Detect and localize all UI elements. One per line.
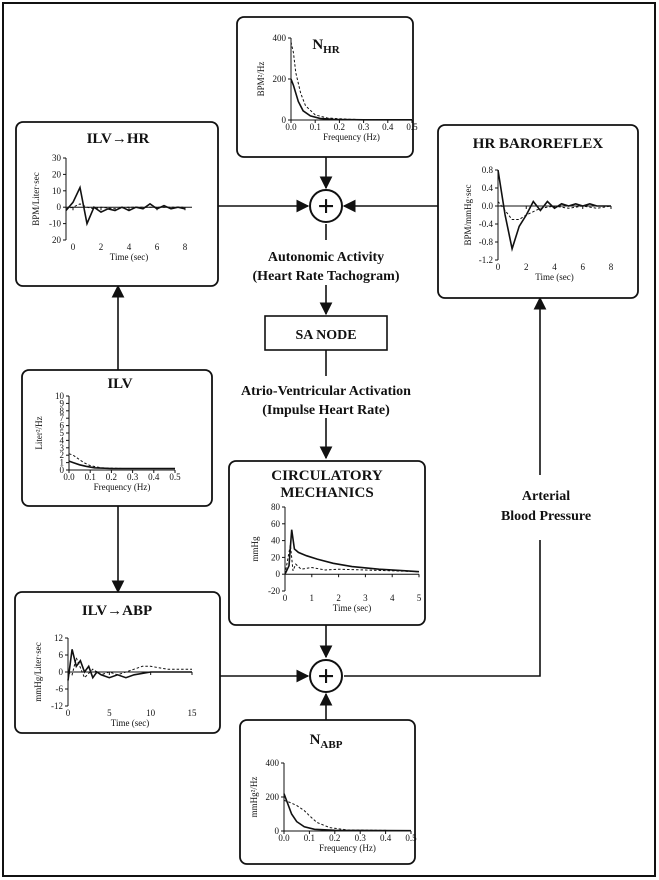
y-tick-label: -6 [55,684,63,694]
x-axis-label: Time (sec) [110,718,150,728]
x-tick-label: 0.4 [382,122,394,132]
x-tick-label: 0 [282,593,288,603]
y-axis-label: mmHg [250,536,260,562]
autonomic-activity-label: Autonomic Activity [267,250,385,265]
x-tick-label: 0 [495,262,501,272]
y-tick-label: -20 [268,586,280,596]
x-tick-label: 2 [336,593,341,603]
y-tick-label: 2 [59,450,64,461]
x-tick-label: 0.3 [354,833,366,843]
y-tick-label: 0 [59,465,64,475]
y-tick-label: 10 [52,185,61,196]
y-tick-label: 30 [52,153,61,163]
y-tick-label: -0.4 [478,219,493,229]
x-tick-label: 3 [363,593,368,603]
x-tick-label: 6 [580,262,585,272]
y-tick-label: -12 [51,701,63,711]
sum-plus-bottom: + [317,660,335,693]
av-activation-label: Atrio-Ventricular Activation [241,384,411,399]
x-tick-label: 0.0 [278,833,290,843]
arterial-label: Arterial [521,489,571,504]
chart-panel-hrbaro [438,125,638,298]
y-tick-label: 40 [271,535,280,546]
y-tick-label: 1 [59,457,64,468]
x-axis-label: Frequency (Hz) [323,132,380,142]
x-tick-label: 2 [524,262,529,272]
chart-title: ILV→ABP [81,603,153,619]
chart-title: ILV [107,376,133,392]
y-tick-label: 9 [59,398,64,409]
x-tick-label: 0.5 [406,122,418,132]
x-tick-label: 0.5 [169,472,181,482]
y-axis-label: Liter²/Hz [34,416,44,450]
y-tick-label: 6 [59,420,64,431]
x-tick-label: 0.0 [63,472,75,482]
x-tick-label: 0.1 [303,833,316,843]
chart-panel-ilv [22,370,212,506]
x-tick-label: 5 [107,708,112,718]
chart-title-line2: MECHANICS [280,485,374,501]
y-tick-label: 7 [59,413,64,424]
x-tick-label: 0 [70,242,76,252]
y-tick-label: 400 [272,33,286,43]
chart-title: HR BAROREFLEX [472,136,604,152]
y-tick-label: 0.0 [481,201,493,211]
x-tick-label: 15 [187,708,197,718]
x-tick-label: 0 [65,708,71,718]
y-tick-label: 80 [271,502,280,512]
chart-title: ILV→HR [86,131,150,147]
y-tick-label: -1.2 [478,255,493,265]
chart-panel-ilvhr [16,122,218,286]
blood-pressure-label: Blood Pressure [500,509,592,524]
sum-plus-top: + [317,190,335,223]
x-tick-label: 0.4 [379,833,392,843]
x-axis-label: Time (sec) [535,272,574,282]
x-tick-label: 6 [154,242,160,252]
x-tick-label: 2 [98,242,104,252]
summing-junction-bottom [310,660,342,693]
y-tick-label: 12 [54,633,63,643]
y-tick-label: -10 [49,218,61,229]
y-tick-label: 20 [271,552,280,563]
y-axis-label: BPM/mmHg·sec [463,184,473,246]
chart-title: $N_{ABP}$ [309,732,343,751]
y-tick-label: 0.8 [481,165,493,175]
x-tick-label: 0.2 [105,472,118,482]
x-tick-label: 4 [389,593,395,603]
y-tick-label: 20 [52,235,61,245]
x-tick-label: 0.0 [285,122,297,132]
y-tick-label: 4 [59,435,64,446]
y-axis-label: mmHg/Liter·sec [33,642,43,702]
y-tick-label: 3 [59,442,64,453]
y-tick-label: 0.4 [481,183,493,193]
y-tick-label: 10 [55,391,64,401]
y-tick-label: 5 [59,428,64,438]
chart-title: $N_{HR}$ [312,37,340,56]
y-tick-label: 8 [59,405,64,416]
y-tick-label: 200 [265,792,279,802]
y-tick-label: 0 [281,115,286,125]
chart-panel-nhr [237,17,418,157]
x-tick-label: 8 [608,262,614,272]
y-tick-label: 400 [265,758,279,768]
sa-node-label: SA NODE [295,328,357,343]
summing-junction-top [310,190,342,223]
x-tick-label: 0.3 [126,472,139,482]
y-tick-label: -0.8 [478,237,493,247]
x-axis-label: Time (sec) [109,252,149,262]
y-tick-label: 0 [58,667,63,677]
y-axis-label: mmHg²/Hz [249,776,259,818]
x-tick-label: 0.1 [84,472,96,482]
x-tick-label: 0.1 [309,122,321,132]
y-axis-label: BPM²/Hz [256,61,266,97]
y-axis-label: BPM/Liter·sec [31,172,41,226]
x-tick-label: 5 [416,593,422,603]
chart-title-subscript: ABP [320,739,343,751]
y-tick-label: 200 [272,74,286,84]
x-tick-label: 0.4 [148,472,160,482]
x-tick-label: 0.2 [333,122,346,132]
chart-title-subscript: HR [323,44,340,56]
heart-rate-tachogram-label: (Heart Rate Tachogram) [252,269,400,284]
x-tick-label: 0.2 [329,833,341,843]
x-axis-label: Frequency (Hz) [93,482,151,492]
impulse-heart-rate-label: (Impulse Heart Rate) [262,403,390,418]
x-tick-label: 1 [309,593,315,603]
x-tick-label: 0.3 [357,122,370,132]
x-axis-label: Time (sec) [332,603,372,613]
chart-panel-circ [229,461,425,625]
y-tick-label: 6 [58,650,63,660]
y-tick-label: 0 [56,202,61,213]
x-tick-label: 4 [552,262,557,272]
chart-panel-ilvabp [15,592,220,733]
x-axis-label: Frequency (Hz) [319,843,376,853]
y-tick-label: 20 [52,169,61,180]
chart-title: CIRCULATORY [271,468,383,484]
y-tick-label: 0 [275,569,280,580]
chart-panel-nabp [240,720,417,864]
y-tick-label: 60 [271,518,280,529]
y-tick-label: 0 [274,826,279,836]
x-tick-label: 4 [126,242,132,252]
x-tick-label: 8 [182,242,188,252]
x-tick-label: 0.5 [405,833,417,843]
x-tick-label: 10 [146,708,156,718]
